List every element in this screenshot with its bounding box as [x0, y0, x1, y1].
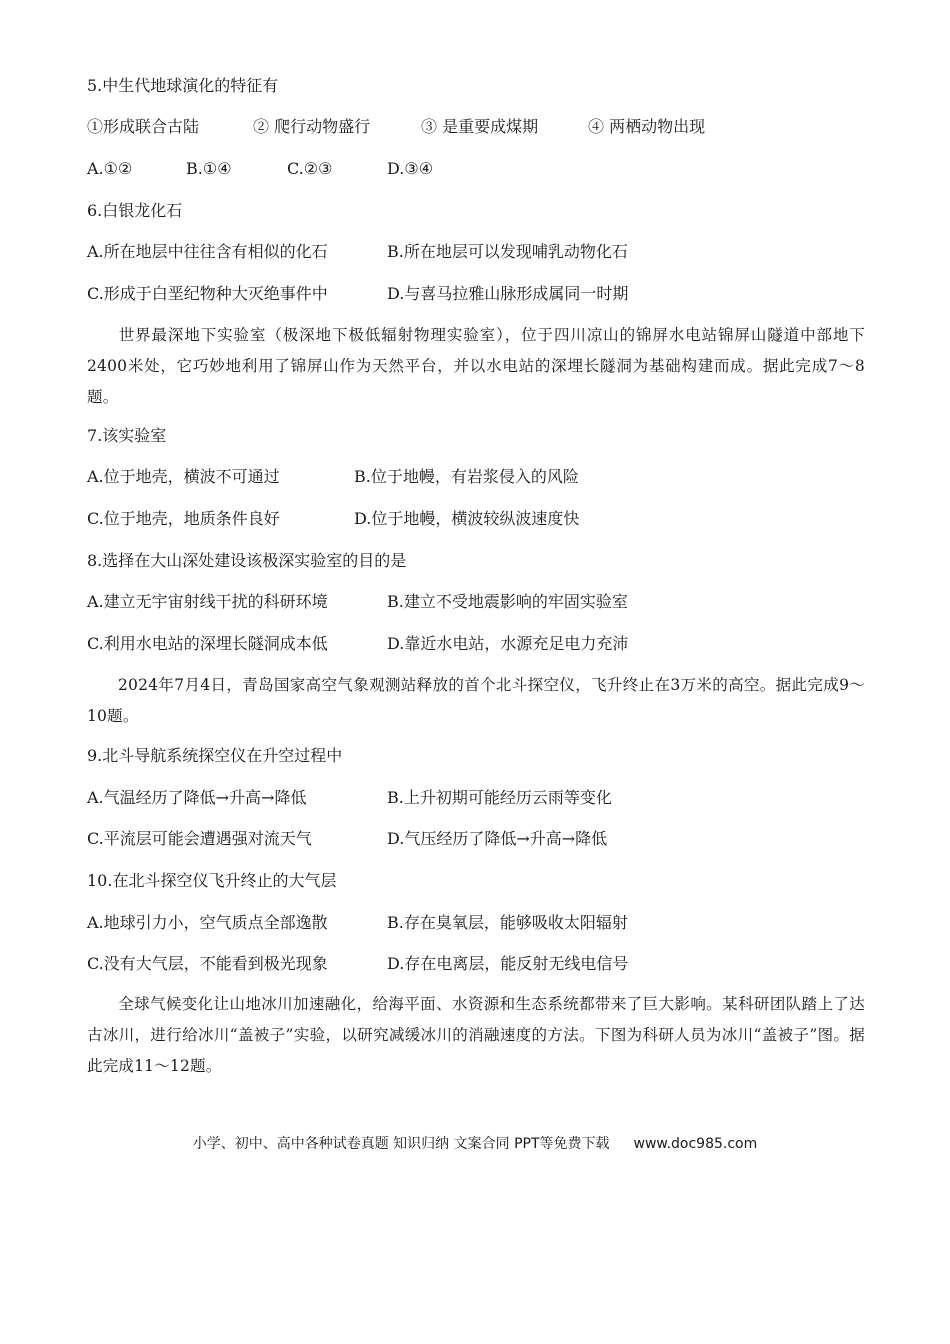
q7-option-a: A.位于地壳，横波不可通过: [87, 467, 280, 486]
question-10-stem: 10.在北斗探空仪飞升终止的大气层: [87, 871, 337, 890]
passage-lab-text: 世界最深地下实验室（极深地下极低辐射物理实验室），位于四川凉山的锦屏水电站锦屏山隧道中部地下2400米处，它巧妙地利用了锦屏山作为天然平台，并以水电站的深埋长隧洞为基础构建而成。据此完成7～8题。: [87, 326, 865, 406]
q10-option-c: C.没有大气层，不能看到极光现象: [87, 954, 328, 973]
q5-option-a: A.①②: [87, 159, 133, 178]
passage-lab: [87, 320, 865, 416]
q5-item-2: ② 爬行动物盛行: [253, 117, 371, 136]
footer-url[interactable]: www.doc985.com: [633, 1136, 758, 1152]
q5-option-b: B.①④: [186, 159, 232, 178]
q7-option-d: D.位于地幔，横波较纵波速度快: [354, 509, 580, 528]
q6-option-d: D.与喜马拉雅山脉形成属同一时期: [387, 284, 629, 303]
question-7-stem: 7.该实验室: [87, 426, 167, 445]
question-8-stem: 8.选择在大山深处建设该极深实验室的目的是: [87, 551, 407, 570]
q7-option-b: B.位于地幔，有岩浆侵入的风险: [354, 467, 579, 486]
passage-sonde-text: 2024年7月4日，青岛国家高空气象观测站释放的首个北斗探空仪，飞升终止在3万米的高空。据此完成9～10题。: [87, 676, 865, 725]
q5-option-c: C.②③: [287, 159, 333, 178]
q8-option-b: B.建立不受地震影响的牢固实验室: [387, 592, 628, 611]
q9-option-a: A.气温经历了降低→升高→降低: [87, 788, 307, 807]
page-footer: [0, 1133, 950, 1155]
q10-option-b: B.存在臭氧层，能够吸收太阳辐射: [387, 913, 628, 932]
q5-item-1: ①形成联合古陆: [87, 117, 200, 136]
q10-option-a: A.地球引力小，空气质点全部逸散: [87, 913, 328, 932]
q9-option-b: B.上升初期可能经历云雨等变化: [387, 788, 612, 807]
question-9-stem: 9.北斗导航系统探空仪在升空过程中: [87, 746, 343, 765]
footer-text: 小学、初中、高中各种试卷真题 知识归纳 文案合同 PPT等免费下载: [192, 1136, 610, 1152]
q8-option-c: C.利用水电站的深埋长隧洞成本低: [87, 634, 328, 653]
q5-item-4: ④ 两栖动物出现: [588, 117, 706, 136]
q6-option-c: C.形成于白垩纪物种大灭绝事件中: [87, 284, 328, 303]
q9-option-d: D.气压经历了降低→升高→降低: [387, 829, 608, 848]
passage-sonde: [87, 670, 865, 732]
question-5-stem: 5.中生代地球演化的特征有: [87, 76, 279, 95]
q7-option-c: C.位于地壳，地质条件良好: [87, 509, 280, 528]
q9-option-c: C.平流层可能会遭遇强对流天气: [87, 829, 312, 848]
q8-option-a: A.建立无宇宙射线干扰的科研环境: [87, 592, 328, 611]
q5-item-3: ③ 是重要成煤期: [421, 117, 539, 136]
passage-glacier-text: 全球气候变化让山地冰川加速融化，给海平面、水资源和生态系统都带来了巨大影响。某科研团队踏上了达古冰川，进行给冰川“盖被子”实验，以研究减缓冰川的消融速度的方法。下图为科研人员为冰川“盖被子”图。据此完成11～12题。: [87, 995, 865, 1075]
q10-option-d: D.存在电离层，能反射无线电信号: [387, 954, 629, 973]
q6-option-b: B.所在地层可以发现哺乳动物化石: [387, 242, 628, 261]
q5-option-d: D.③④: [387, 159, 434, 178]
question-6-stem: 6.白银龙化石: [87, 201, 183, 220]
q8-option-d: D.靠近水电站，水源充足电力充沛: [387, 634, 629, 653]
passage-glacier: [87, 989, 865, 1085]
q6-option-a: A.所在地层中往往含有相似的化石: [87, 242, 328, 261]
